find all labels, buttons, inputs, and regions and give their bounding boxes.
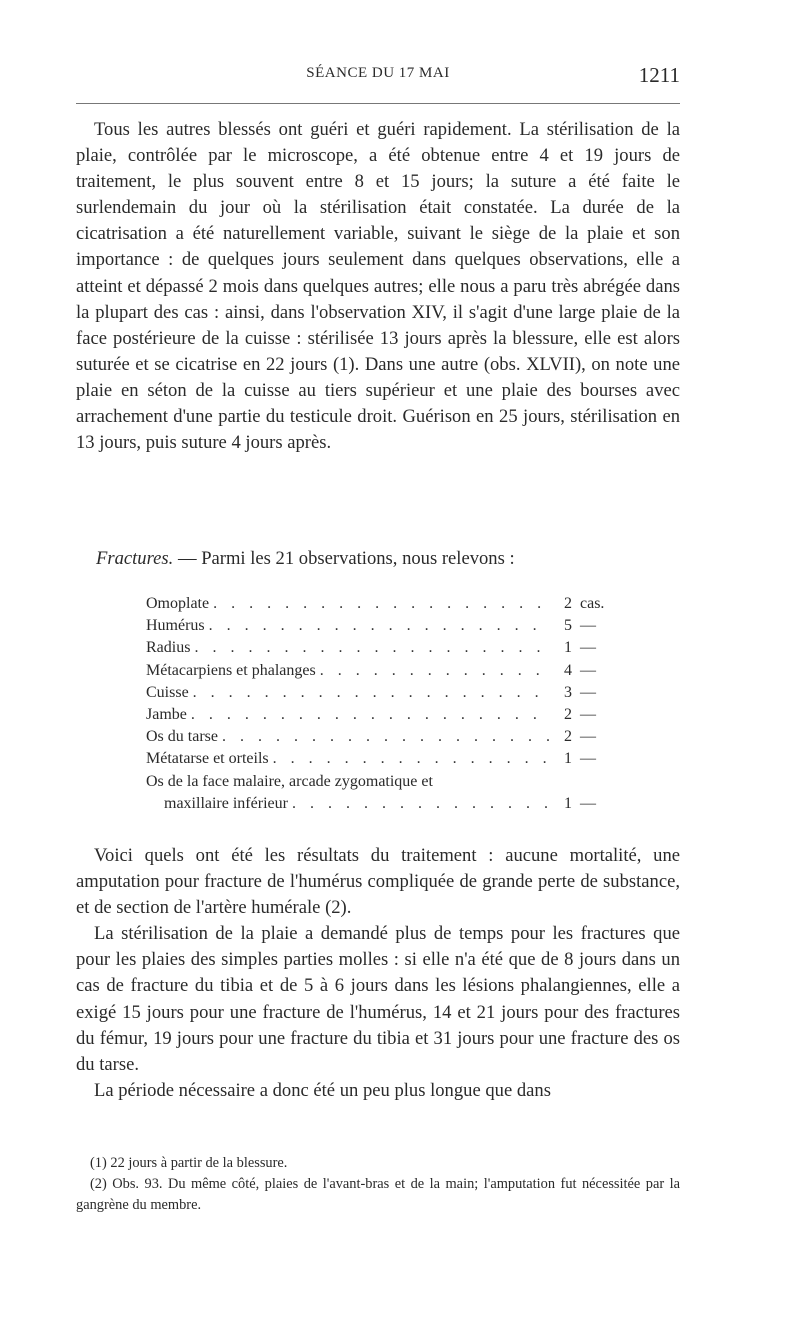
list-item-unit: —: [580, 794, 596, 812]
list-item-label: Jambe: [146, 706, 187, 724]
list-item-label: Os du tarse: [146, 728, 218, 746]
list-item-count: 4: [564, 661, 572, 679]
fractures-title: Fractures.: [96, 548, 174, 569]
list-item-unit: cas.: [580, 595, 605, 612]
list-item-count: 2: [564, 728, 572, 746]
list-item-count: 1: [564, 794, 572, 812]
leader-dots: [191, 704, 550, 726]
leader-dots: [222, 726, 550, 748]
list-item-label: Métacarpiens et phalanges: [146, 661, 316, 679]
list-item-label: Radius: [146, 639, 191, 657]
fractures-list: [146, 593, 620, 815]
list-item: [146, 726, 620, 748]
list-item-unit: —: [580, 617, 596, 635]
list-item-unit: —: [580, 683, 596, 701]
list-item: [146, 748, 620, 770]
list-item-unit: —: [580, 750, 596, 768]
list-item-label: Omoplate: [146, 595, 210, 612]
fractures-heading: [96, 546, 680, 572]
list-item-label: Métatarse et orteils: [146, 750, 269, 768]
list-item-unit: —: [580, 661, 596, 679]
list-item-label: Cuisse: [146, 683, 189, 701]
list-item-count: 2: [564, 595, 572, 612]
list-item: [146, 615, 620, 637]
list-item: [146, 704, 620, 726]
footnote-1: (1) 22 jours à partir de la blessure.: [90, 1155, 288, 1171]
list-item-count: 1: [564, 750, 572, 768]
list-item-label: Humérus: [146, 617, 205, 635]
list-item-unit: —: [580, 728, 596, 746]
footnote-2: (2) Obs. 93. Du même côté, plaies de l'avant-bras et de la main; l'amputation fut nécessitée par la gangrène du membre.: [76, 1176, 680, 1213]
list-item-label: Os de la face malaire, arcade zygomatique et: [146, 772, 433, 790]
list-item-count: 3: [564, 683, 572, 701]
list-item-count: 1: [564, 639, 572, 657]
leader-dots: [194, 637, 550, 659]
header-rule: [76, 103, 680, 104]
list-item-count: 5: [564, 617, 572, 635]
leader-dots: [292, 793, 550, 815]
list-item: [146, 682, 620, 704]
page-number: 1211: [638, 63, 680, 87]
page-header: [76, 63, 680, 89]
list-item-count: 2: [564, 706, 572, 724]
paragraph-1: Tous les autres blessés ont guéri et guéri rapidement. La stérilisation de la plaie, contrôlée par le microscope, a été obtenue entre 4 et 19 jours de traitement, le plus souvent entre 8 et 15 jours; la suture a été faite le surlendemain du jour où la stérilisation était constatée. La durée de la cicatrisation a été naturellement variable, suivant le siège de la plaie et son importance : de quelques jours seulement dans quelques observations, elle a atteint et dépassé 2 mois dans quelques autres; elle nous a paru très abrégée dans la plupart des cas : ainsi, dans l'observation XIV, il s'agit d'une large plaie de la face postérieure de la cuisse : stérilisée 13 jours après la blessure, elle est alors suturée et se cicatrise en 22 jours (1). Dans une autre (obs. XLVII), on note une plaie en séton de la cuisse au tiers supérieur et une plaie des bourses avec arrachement d'une partie du testicule droit. Guérison en 25 jours, stérilisation en 13 jours, puis suture 4 jours après.: [76, 119, 680, 454]
list-item: [146, 771, 620, 815]
list-item-unit: —: [580, 639, 596, 657]
list-item-unit: —: [580, 706, 596, 724]
body-text: [76, 117, 680, 456]
results-text: [76, 843, 680, 1104]
list-item-label-continued: maxillaire inférieur: [164, 794, 288, 812]
running-title: SÉANCE DU 17 MAI: [306, 65, 450, 81]
leader-dots: [320, 660, 550, 682]
list-item: [146, 593, 620, 615]
leader-dots: [213, 593, 550, 615]
list-item: [146, 637, 620, 659]
leader-dots: [273, 748, 550, 770]
list-item: [146, 660, 620, 682]
leader-dots: [193, 682, 550, 704]
paragraph-4: La période nécessaire a donc été un peu plus longue que dans: [94, 1079, 551, 1101]
fractures-intro: — Parmi les 21 observations, nous relevons :: [173, 548, 515, 569]
paragraph-3: La stérilisation de la plaie a demandé plus de temps pour les fractures que pour les plaies des simples parties molles : si elle n'a été que de 8 jours dans un cas de fracture du tibia et de 5 à 6 jours dans les lésions phalangiennes, elle a exigé 15 jours pour une fracture de l'humérus, 14 et 21 jours pour des fractures du fémur, 19 jours pour une fracture du tibia et 31 jours pour une fracture des os du tarse.: [76, 923, 680, 1075]
paragraph-2: Voici quels ont été les résultats du traitement : aucune mortalité, une amputation pour fracture de l'humérus compliquée de grande perte de substance, et de section de l'artère humérale (2).: [76, 845, 680, 919]
leader-dots: [209, 615, 550, 637]
footnotes: [76, 1153, 680, 1216]
